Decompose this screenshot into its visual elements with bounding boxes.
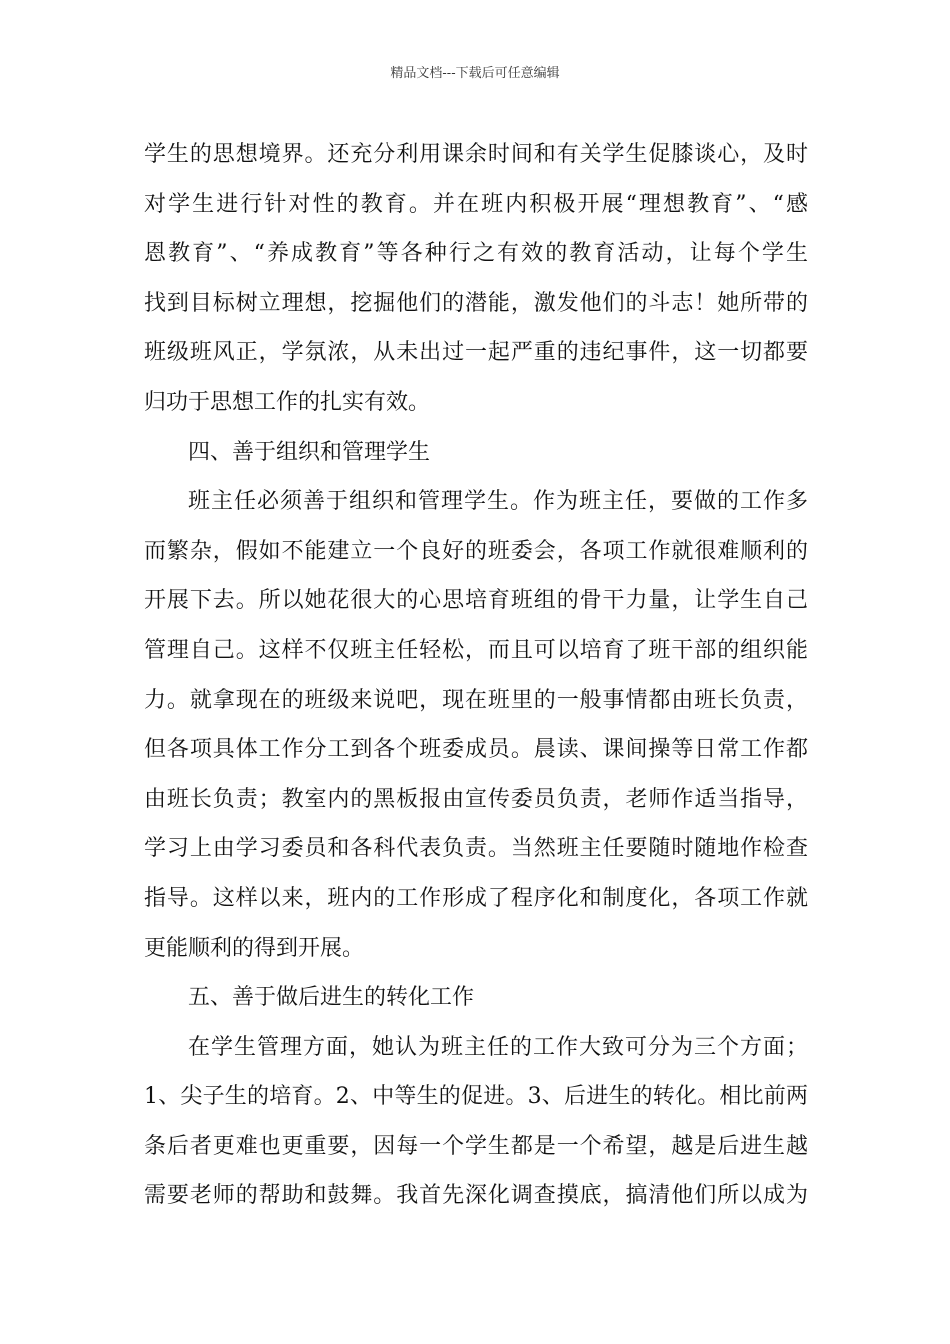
paragraph-line: 班级班风正，学氛浓，从未出过一起严重的违纪事件，这一切都要 [144,340,808,366]
paragraph-line: 对学生进行针对性的教育。并在班内积极开展“理想教育”、“感 [144,191,808,217]
document-body [144,130,808,1221]
page-header: 精品文档---下载后可任意编辑 [390,66,560,81]
paragraph-line: 学生的思想境界。还充分利用课余时间和有关学生促膝谈心，及时 [144,142,808,167]
paragraph-line: 更能顺利的得到开展。 [144,935,365,961]
paragraph-line: 需要老师的帮助和鼓舞。我首先深化调查摸底，搞清他们所以成为 [144,1183,808,1209]
paragraph-line: 班主任必须善于组织和管理学生。作为班主任，要做的工作多 [188,489,808,515]
paragraph-line: 找到目标树立理想，挖掘他们的潜能，激发他们的斗志！她所带的 [144,290,808,316]
paragraph-line: 管理自己。这样不仅班主任轻松，而且可以培育了班干部的组织能 [144,637,808,663]
paragraph-line: 恩教育”、“养成教育”等各种行之有效的教育活动，让每个学生 [144,241,808,267]
paragraph-line: 但各项具体工作分工到各个班委成员。晨读、课间操等日常工作都 [144,737,808,763]
paragraph-line: 由班长负责；教室内的黑板报由宣传委员负责，老师作适当指导， [144,786,808,812]
paragraph-line: 1、尖子生的培育。2、中等生的促进。3、后进生的转化。相比前两 [144,1084,808,1110]
paragraph-line: 而繁杂，假如不能建立一个良好的班委会，各项工作就很难顺利的 [144,538,808,564]
paragraph-line: 指导。这样以来，班内的工作形成了程序化和制度化，各项工作就 [144,885,808,911]
paragraph-line: 条后者更难也更重要，因每一个学生都是一个希望，越是后进生越 [144,1133,808,1159]
paragraph-line: 力。就拿现在的班级来说吧，现在班里的一般事情都由班长负责， [144,687,808,713]
paragraph-line: 归功于思想工作的扎实有效。 [144,389,431,415]
section-heading: 四、善于组织和管理学生 [188,439,431,465]
paragraph-line: 学习上由学习委员和各科代表负责。当然班主任要随时随地作检查 [144,836,808,862]
paragraph-line: 在学生管理方面，她认为班主任的工作大致可分为三个方面； [188,1034,808,1060]
paragraph-line: 开展下去。所以她花很大的心思培育班组的骨干力量，让学生自己 [144,588,808,614]
section-heading: 五、善于做后进生的转化工作 [188,985,475,1011]
